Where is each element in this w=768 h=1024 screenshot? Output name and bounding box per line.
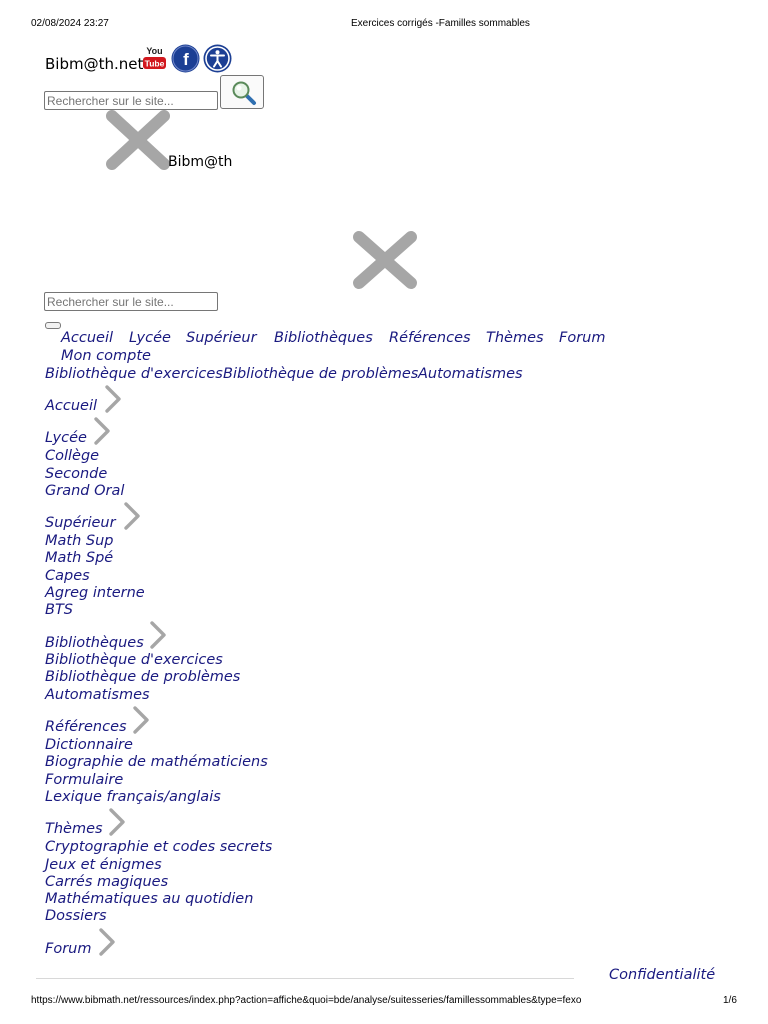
privacy-link[interactable]: Confidentialité xyxy=(609,967,716,983)
nav-mon-compte[interactable]: Mon compte xyxy=(61,348,151,364)
menu-item[interactable]: Lexique français/anglais xyxy=(45,789,221,805)
menu-item[interactable]: Formulaire xyxy=(45,772,124,788)
menu-item[interactable]: Cryptographie et codes secrets xyxy=(45,839,273,855)
menu-item[interactable]: Seconde xyxy=(45,466,108,482)
menu-section-forum[interactable]: Forum xyxy=(45,941,92,957)
menu-item[interactable]: BTS xyxy=(45,602,74,618)
menu-toggle-button[interactable] xyxy=(45,322,61,329)
lib-automatismes[interactable]: Automatismes xyxy=(418,366,523,382)
accessibility-icon[interactable] xyxy=(203,44,232,73)
search-input-secondary[interactable] xyxy=(44,292,218,311)
chevron-right-icon[interactable] xyxy=(107,807,127,837)
menu-section-superieur[interactable]: Supérieur xyxy=(45,515,116,531)
broken-image-x-icon-2 xyxy=(350,228,420,292)
nav-superieur[interactable]: Supérieur xyxy=(186,330,257,346)
chevron-right-icon[interactable] xyxy=(122,501,142,531)
lib-exercices[interactable]: Bibliothèque d'exercices xyxy=(45,366,223,382)
menu-section-themes[interactable]: Thèmes xyxy=(45,821,103,837)
chevron-right-icon[interactable] xyxy=(148,620,168,650)
lib-problemes[interactable]: Bibliothèque de problèmes xyxy=(223,366,419,382)
logo-caption: Bibm@th xyxy=(168,154,233,170)
youtube-text-bottom: Tube xyxy=(144,58,165,69)
menu-item[interactable]: Grand Oral xyxy=(45,483,125,499)
print-datetime: 02/08/2024 23:27 xyxy=(31,18,109,29)
menu-item[interactable]: Agreg interne xyxy=(45,585,145,601)
menu-section-lycee[interactable]: Lycée xyxy=(45,430,87,446)
menu-item[interactable]: Biographie de mathématiciens xyxy=(45,754,268,770)
menu-item[interactable]: Dossiers xyxy=(45,908,107,924)
menu-item[interactable]: Bibliothèque d'exercices xyxy=(45,652,223,668)
menu-item[interactable]: Automatismes xyxy=(45,687,150,703)
youtube-icon[interactable] xyxy=(141,44,168,71)
menu-item[interactable]: Dictionnaire xyxy=(45,737,133,753)
nav-references[interactable]: Références xyxy=(389,330,471,346)
menu-item[interactable]: Mathématiques au quotidien xyxy=(45,891,254,907)
nav-forum[interactable]: Forum xyxy=(559,330,606,346)
menu-item[interactable]: Jeux et énigmes xyxy=(45,857,162,873)
search-button[interactable] xyxy=(220,75,264,109)
menu-item[interactable]: Bibliothèque de problèmes xyxy=(45,669,241,685)
chevron-right-icon[interactable] xyxy=(92,416,112,446)
facebook-letter: f xyxy=(183,50,189,69)
menu-item[interactable]: Collège xyxy=(45,448,100,464)
print-url: https://www.bibmath.net/ressources/index.php?action=affiche&quoi=bde/analyse/suitesseries/famillessommables&type=fexo xyxy=(31,995,582,1006)
chevron-right-icon[interactable] xyxy=(97,927,117,957)
nav-themes[interactable]: Thèmes xyxy=(486,330,544,346)
footer-divider xyxy=(36,978,574,979)
menu-item[interactable]: Carrés magiques xyxy=(45,874,169,890)
nav-bibliotheques[interactable]: Bibliothèques xyxy=(274,330,373,346)
broken-image-x-icon xyxy=(104,108,172,172)
chevron-right-icon[interactable] xyxy=(131,705,151,735)
print-doc-title: Exercices corrigés -Familles sommables xyxy=(351,18,530,29)
menu-item[interactable]: Capes xyxy=(45,568,90,584)
nav-lycee[interactable]: Lycée xyxy=(129,330,171,346)
menu-section-accueil[interactable]: Accueil xyxy=(45,398,98,414)
site-name: Bibm@th.net xyxy=(45,55,144,73)
youtube-text-top: You xyxy=(146,46,163,56)
menu-item[interactable]: Math Spé xyxy=(45,550,114,566)
print-page-number: 1/6 xyxy=(723,995,737,1006)
menu-section-references[interactable]: Références xyxy=(45,719,127,735)
chevron-right-icon[interactable] xyxy=(103,384,123,414)
facebook-icon[interactable] xyxy=(171,44,200,73)
menu-item[interactable]: Math Sup xyxy=(45,533,114,549)
menu-section-bibliotheques[interactable]: Bibliothèques xyxy=(45,635,144,651)
magnifier-icon xyxy=(221,76,265,110)
nav-accueil[interactable]: Accueil xyxy=(61,330,114,346)
